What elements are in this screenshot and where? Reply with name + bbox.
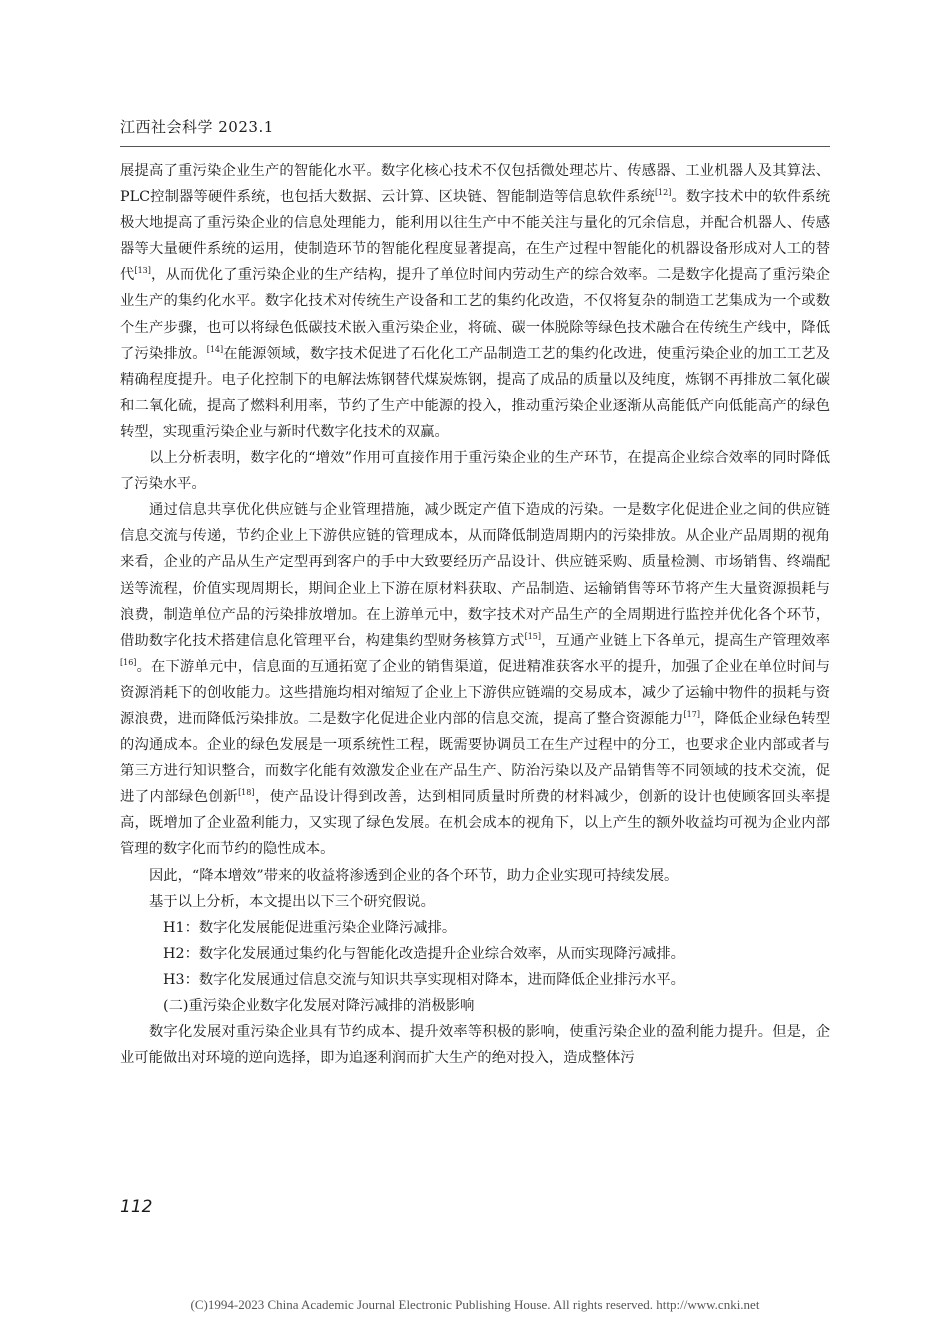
- paragraph-text: H2：数字化发展通过集约化与智能化改造提升企业综合效率，从而实现降污减排。: [163, 945, 685, 962]
- paragraph-text: 。数字技术中的软件系统极大地提高了重污染企业的信息处理能力，能利用以往生产中不能关注与量化的冗余信息，并配合机器人、传感器等大量硬件系统的运用，使制造环节的智能化程度显著提高，在生产过程中智能化的机器设备形成对人工的替代: [120, 189, 830, 284]
- paragraph-text: 以上分析表明，数字化的“增效”作用可直接作用于重污染企业的生产环节，在提高企业综合效率的同时降低了污染水平。: [120, 450, 830, 493]
- copyright-notice: (C)1994-2023 China Academic Journal Electronic Publishing House. All rights reserved. http://www.cnki.net: [190, 1297, 760, 1312]
- paragraph-text: H3：数字化发展通过信息交流与知识共享实现相对降本，进而降低企业排污水平。: [163, 971, 685, 988]
- paragraph-text: 因此，“降本增效”带来的收益将渗透到企业的各个环节，助力企业实现可持续发展。: [149, 867, 679, 884]
- body-paragraph: [120, 158, 830, 445]
- article-body: [120, 158, 830, 1071]
- citation-ref: [15]: [524, 631, 542, 641]
- paragraph-text: 展提高了重污染企业生产的智能化水平。数字化核心技术不仅包括微处理芯片、传感器、工业机器人及其算法、PLC控制器等硬件系统，也包括大数据、云计算、区块链、智能制造等信息软件系统: [120, 163, 830, 206]
- body-paragraph: [120, 967, 830, 993]
- paragraph-text: 在能源领域，数字技术促进了石化化工产品制造工艺的集约化改进，使重污染企业的加工工艺及精确程度提升。电子化控制下的电解法炼钢替代煤炭炼钢，提高了成品的质量以及纯度，炼钢不再排放二氧化碳和二氧化硫，提高了燃料利用率，节约了生产中能源的投入，推动重污染企业逐渐从高能低产向低能高产的绿色转型，实现重污染企业与新时代数字化技术的双赢。: [120, 345, 831, 440]
- citation-ref: [17]: [683, 710, 700, 720]
- body-paragraph: [120, 497, 830, 862]
- journal-header: 江西社会科学 2023.1: [120, 118, 274, 136]
- paragraph-text: H1：数字化发展能促进重污染企业降污减排。: [163, 919, 457, 936]
- citation-ref: [13]: [134, 266, 151, 276]
- page-number: 112: [120, 1197, 153, 1217]
- body-paragraph: [120, 941, 830, 967]
- body-paragraph: [120, 889, 830, 915]
- paragraph-text: ，从而优化了重污染企业的生产结构，提升了单位时间内劳动生产的综合效率。二是数字化提高了重污染企业生产的集约化水平。数字化技术对传统生产设备和工艺的集约化改造，不仅将复杂的制造工艺集成为一个或数个生产步骤，也可以将绿色低碳技术嵌入重污染企业，将硫、碳一体脱除等绿色技术融合在传统生产线中，降低了污染排放。: [120, 267, 830, 362]
- citation-ref: [14]: [206, 344, 224, 354]
- body-paragraph: [120, 445, 830, 497]
- paragraph-text: 。在下游单元中，信息面的互通拓宽了企业的销售渠道，促进精准获客水平的提升，加强了企业在单位时间与资源消耗下的创收能力。这些措施均相对缩短了企业上下游供应链端的交易成本，减少了运输中物件的损耗与资源浪费，进而降低污染排放。二是数字化促进企业内部的信息交流，提高了整合资源能力: [120, 658, 830, 727]
- paragraph-text: 通过信息共享优化供应链与企业管理措施，减少既定产值下造成的污染。一是数字化促进企业之间的供应链信息交流与传递，节约企业上下游供应链的管理成本，从而降低制造周期内的污染排放。从企业产品周期的视角来看，企业的产品从生产定型再到客户的手中大致要经历产品设计、供应链采购、质量检测、市场销售、终端配送等流程，价值实现周期长，期间企业上下游在原材料获取、产品制造、运输销售等环节将产生大量资源损耗与浪费，制造单位产品的污染排放增加。在上游单元中，数字技术对产品生产的全周期进行监控并优化各个环节，借助数字化技术搭建信息化管理平台，构建集约型财务核算方式: [120, 502, 830, 649]
- paragraph-text: 基于以上分析，本文提出以下三个研究假说。: [149, 893, 435, 910]
- body-paragraph: [120, 863, 830, 889]
- body-paragraph: [120, 1019, 830, 1071]
- citation-ref: [18]: [238, 788, 255, 798]
- paragraph-text: ，降低企业绿色转型的沟通成本。企业的绿色发展是一项系统性工程，既需要协调员工在生产过程中的分工，也要求企业内部或者与第三方进行知识整合，而数字化能有效激发企业在产品生产、防治污染以及产品销售等不同领域的技术交流，促进了内部绿色创新: [120, 710, 830, 806]
- paragraph-text: ，使产品设计得到改善，达到相同质量时所费的材料减少，创新的设计也使顾客回头率提高，既增加了企业盈利能力，又实现了绿色发展。在机会成本的视角下，以上产生的额外收益均可视为企业内部管理的数字化而节约的隐性成本。: [120, 789, 831, 858]
- citation-ref: [12]: [654, 188, 672, 198]
- header-rule: [120, 146, 830, 147]
- paragraph-text: (二)重污染企业数字化发展对降污减排的消极影响: [163, 998, 475, 1014]
- body-paragraph: [120, 915, 830, 941]
- citation-ref: [16]: [120, 658, 137, 668]
- paragraph-text: 数字化发展对重污染企业具有节约成本、提升效率等积极的影响，使重污染企业的盈利能力提升。但是，企业可能做出对环境的逆向选择，即为追逐利润而扩大生产的绝对投入，造成整体污: [120, 1024, 830, 1067]
- paragraph-text: ，互通产业链上下各单元，提高生产管理效率: [541, 632, 831, 649]
- body-paragraph: [120, 993, 830, 1019]
